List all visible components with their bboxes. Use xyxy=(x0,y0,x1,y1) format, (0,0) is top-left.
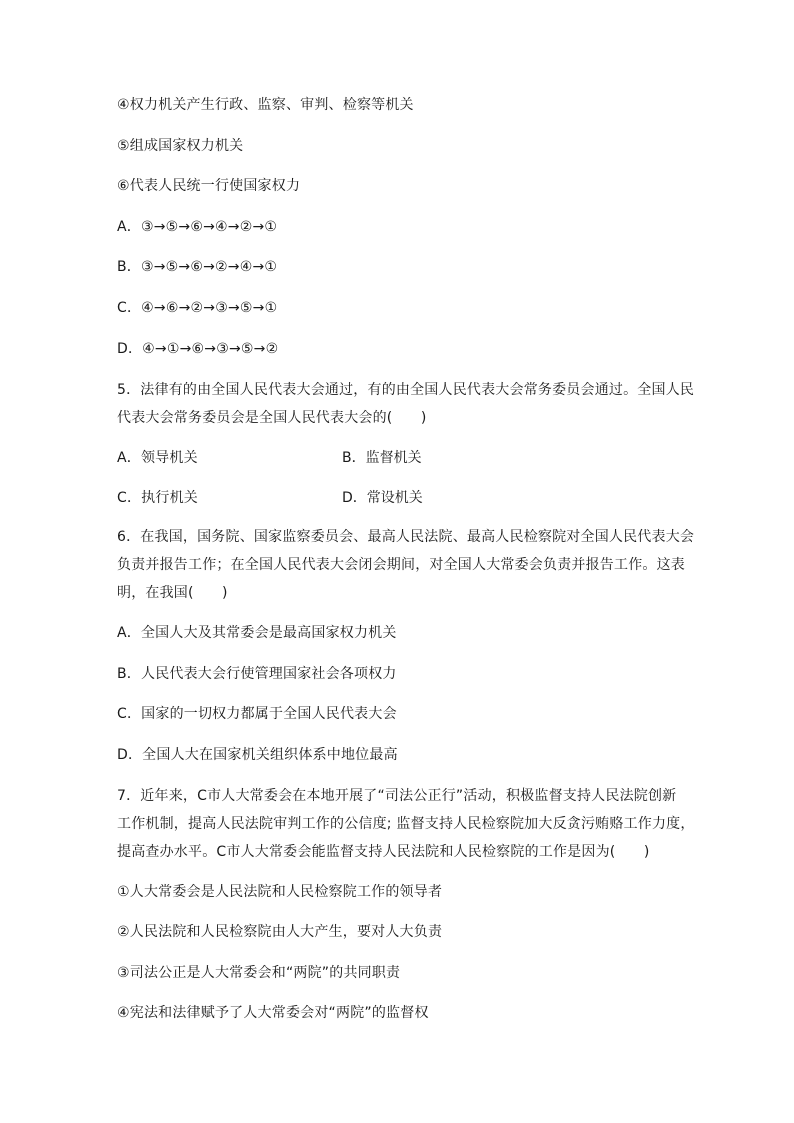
q6-stem-line-1: 6．在我国，国务院、国家监察委员会、最高人民法院、最高人民检察院对全国人民代表大会 xyxy=(117,529,695,545)
q5-stem-line-1: 5．法律有的由全国人民代表大会通过，有的由全国人民代表大会常务委员会通过。全国人民 xyxy=(117,382,695,398)
q5-option-b: B．监督机关 xyxy=(342,450,422,466)
q6-option-a: A．全国人大及其常委会是最高国家权力机关 xyxy=(117,625,397,641)
q7-item-4: ④宪法和法律赋予了人大常委会对“两院”的监督权 xyxy=(117,1005,429,1021)
q7-item-2: ②人民法院和人民检察院由人大产生，要对人大负责 xyxy=(117,924,443,940)
q6-stem-line-2: 负责并报告工作；在全国人民代表大会闭会期间，对全国人大常委会负责并报告工作。这表 xyxy=(117,557,685,573)
q6-option-b: B．人民代表大会行使管理国家社会各项权力 xyxy=(117,666,397,682)
q4-option-c: C．④→⑥→②→③→⑤→① xyxy=(117,300,278,316)
q5-option-a: A．领导机关 xyxy=(117,450,198,466)
q4-option-a: A．③→⑤→⑥→④→②→① xyxy=(117,219,278,235)
q7-stem-line-3: 提高查办水平。C市人大常委会能监督支持人民法院和人民检察院的工作是因为( ) xyxy=(117,844,650,860)
q4-item-4: ④权力机关产生行政、监察、审判、检察等机关 xyxy=(117,97,414,113)
q5-option-c: C．执行机关 xyxy=(117,490,198,506)
q6-stem-line-3: 明，在我国( ) xyxy=(117,585,228,601)
q4-option-d: D．④→①→⑥→③→⑤→② xyxy=(117,341,279,357)
q4-option-b: B．③→⑤→⑥→②→④→① xyxy=(117,259,278,275)
q7-item-3: ③司法公正是人大常委会和“两院”的共同职责 xyxy=(117,965,401,981)
q5-option-d: D．常设机关 xyxy=(342,490,423,506)
q4-item-6: ⑥代表人民统一行使国家权力 xyxy=(117,178,301,194)
q6-option-d: D．全国人大在国家机关组织体系中地位最高 xyxy=(117,747,398,763)
q7-stem-line-1: 7．近年来，C市人大常委会在本地开展了“司法公正行”活动，积极监督支持人民法院创新 xyxy=(117,788,677,804)
q6-option-c: C．国家的一切权力都属于全国人民代表大会 xyxy=(117,706,397,722)
q7-item-1: ①人大常委会是人民法院和人民检察院工作的领导者 xyxy=(117,884,443,900)
q4-item-5: ⑤组成国家权力机关 xyxy=(117,138,244,154)
q7-stem-line-2: 工作机制，提高人民法院审判工作的公信度; 监督支持人民检察院加大反贪污贿赂工作力度， xyxy=(117,816,695,832)
q5-stem-line-2: 代表大会常务委员会是全国人民代表大会的( ) xyxy=(117,410,427,426)
